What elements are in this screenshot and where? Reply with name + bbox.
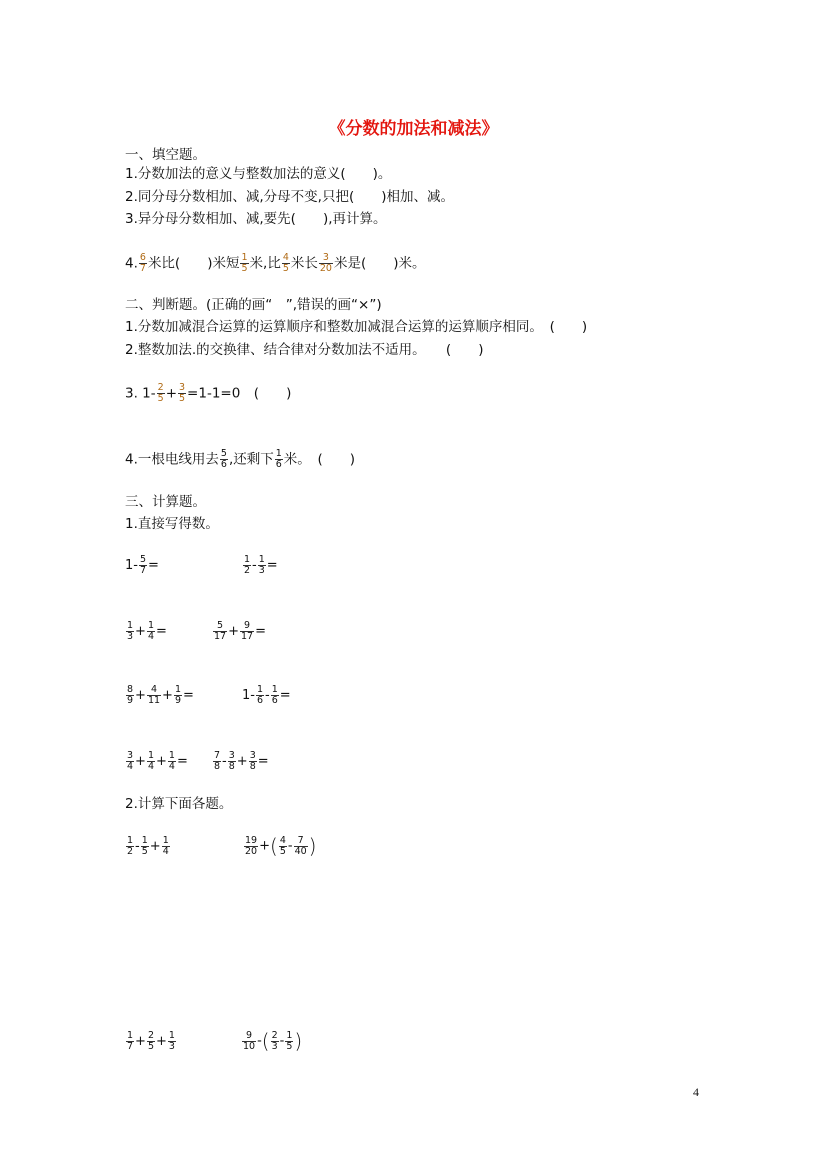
q4-text-2: 米,比 — [249, 255, 281, 272]
q3-suffix: =1-1=0 ( ) — [187, 385, 292, 402]
judge-question-3 — [125, 383, 291, 404]
q4-text-1: 米比( )米短 — [147, 255, 240, 272]
q4-suffix: 米。 ( ) — [283, 451, 356, 468]
expression: $\frac{9}{10}$ -( $\frac{2}{3}$ - $\frac{1}{5}$ ) — [243, 1029, 303, 1053]
q4-prefix: 4. — [125, 255, 138, 272]
q4-mid: ,还剩下 — [228, 451, 274, 468]
section3-sub2: 2.计算下面各题。 — [125, 796, 233, 812]
section3-heading: 三、计算题。 — [125, 494, 206, 510]
fraction: $\frac{1}{5}$ — [241, 252, 248, 274]
page-number: 4 — [693, 1085, 699, 1099]
q3-prefix: 3. 1- — [125, 385, 156, 402]
q4-text-3: 米长 — [290, 255, 318, 272]
judge-question-4 — [125, 449, 355, 470]
expression: 1- $\frac{1}{6}$ - $\frac{1}{6}$ = — [242, 684, 291, 706]
expression: $\frac{8}{9}$ + $\frac{4}{11}$ + $\frac{1}{9}$ = — [127, 684, 194, 706]
expression: $\frac{1}{7}$ + $\frac{2}{5}$ + $\frac{1}{3}$ — [127, 1030, 175, 1052]
expression: $\frac{5}{17}$ + $\frac{9}{17}$ = — [214, 620, 266, 642]
section1-heading: 一、填空题。 — [125, 147, 206, 163]
section2-heading: 二、判断题。(正确的画“ ”,错误的画“×”) — [125, 297, 382, 313]
judge-question-1: 1.分数加减混合运算的运算顺序和整数加减混合运算的运算顺序相同。 ( ) — [125, 319, 588, 335]
expression: $\frac{1}{3}$ + $\frac{1}{4}$ = — [127, 620, 167, 642]
fraction: $\frac{1}{6}$ — [275, 448, 282, 470]
fill-question-4 — [125, 253, 426, 274]
fraction: $\frac{3}{5}$ — [179, 382, 186, 404]
expression: $\frac{3}{4}$ + $\frac{1}{4}$ + $\frac{1}{4}$ = — [127, 750, 188, 772]
fill-question-1: 1.分数加法的意义与整数加法的意义( )。 — [125, 166, 392, 182]
fraction: $\frac{4}{5}$ — [282, 252, 289, 274]
expression: $\frac{7}{8}$ - $\frac{3}{8}$ + $\frac{3}{8}$ = — [214, 750, 269, 772]
judge-question-2: 2.整数加法.的交换律、结合律对分数加法不适用。 ( ) — [125, 342, 484, 358]
operator: + — [165, 385, 177, 402]
fraction: $\frac{6}{7}$ — [139, 252, 146, 274]
q4-text-4: 米是( )米。 — [333, 255, 426, 272]
q4-prefix: 4.一根电线用去 — [125, 451, 219, 468]
expression: $\frac{1}{2}$ - $\frac{1}{3}$ = — [244, 554, 278, 576]
expression: 1- $\frac{5}{7}$ = — [125, 554, 159, 576]
fill-question-2: 2.同分母分数相加、减,分母不变,只把( )相加、减。 — [125, 189, 454, 205]
section3-sub1: 1.直接写得数。 — [125, 516, 219, 532]
expression: $\frac{19}{20}$ +( $\frac{4}{5}$ - $\frac{7}{40}$ ) — [245, 834, 317, 858]
fraction: $\frac{2}{5}$ — [157, 382, 164, 404]
expression: $\frac{1}{2}$ - $\frac{1}{5}$ + $\frac{1}{4}$ — [127, 835, 169, 857]
page-title: 《分数的加法和减法》 — [328, 119, 499, 139]
fraction: $\frac{3}{20}$ — [319, 252, 332, 274]
fraction: $\frac{5}{6}$ — [220, 448, 227, 470]
fill-question-3: 3.异分母分数相加、减,要先( ),再计算。 — [125, 211, 387, 227]
